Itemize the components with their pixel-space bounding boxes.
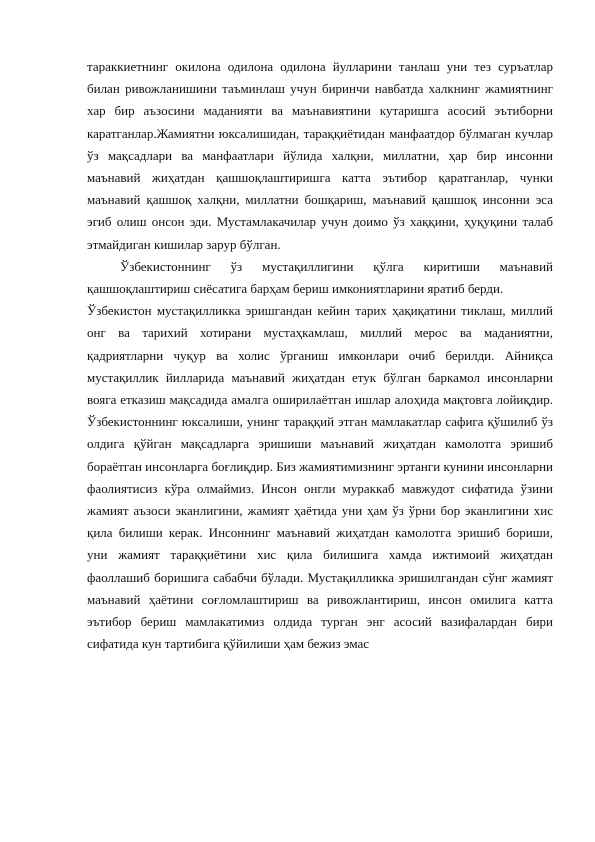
- paragraph-independence: Ўзбекистоннинг ўз мустақиллигини қўлга киритиши маънавий қашшоқлаштириш сиёсатига барҳам бериш имкониятларини яратиб берди.: [87, 258, 553, 297]
- document-page: [87, 56, 553, 655]
- paragraph-intro: тараккиетнинг окилона одилона одилона йулларини танлаш уни тез суръатлар билан ривожланишини таъминлаш учун биринчи навбатда халкнинг жамиятнинг хар бир аъзосини маданияти ва маънавиятини кутаришга асосий эътиборни каратганлар.Жамиятни юксалишидан, тараққиётидан манфаатдор бўлмаган кучлар ўз мақсадлари ва манфаатлари йўлида халқни, миллатни, ҳар бир инсонни маънавий жиҳатдан қашшоқлаштиришга катта эътибор қаратганлар, чунки маънавий қашшоқ халқни, миллатни бошқариш, маънавий қашшоқ инсонни эса эгиб олиш онсон эди. Мустамлакачилар учун доимо ўз хаққини, ҳуқуқини талаб этмайдиган кишилар зарур бўлган.: [87, 59, 553, 252]
- paragraph-after-independence: Ўзбекистон мустақилликка эришгандан кейин тарих ҳақиқатини тиклаш, миллий онг ва тарихий хотирани мустаҳкамлаш, миллий мерос ва маданиятни, қадриятларни чуқур ва холис ўрганиш имконлари очиб берилди. Айниқса мустақиллик йилларида маънавий жиҳатдан етук бўлган баркамол инсонларни вояга етказиш мақсадида амалга оширилаётган ишлар алоҳида мақтовга лойиқдир. Ўзбекистоннинг юксалиши, унинг тараққий этган мамлакатлар сафига қўшилиб ўз олдига қўйган мақсадларга эришиши маънавий жиҳатдан камолотга эришиб бораётган инсонларга боғлиқдир. Биз жамиятимизнинг эртанги кунини инсонларни фаолиятисиз кўра олмаймиз. Инсон онгли мураккаб мавжудот сифатида ўзини жамият аъзоси эканлигини, жамият ҳаётида уни ҳам ўз ўрни бор эканлигини хис қила билиши керак. Инсоннинг маънавий жиҳатдан камолотга эришиб бориши, уни жамият тараққиётини хис қила билишига хамда ижтимоий жиҳатдан фаоллашиб боришига сабабчи бўлади. Мустақилликка эришилгандан сўнг жамият маънавий ҳаётини соғломлаштириш ва ривожлантириш, инсон омилига катта эътибор бериш мамлакатимиз олдида турган энг асосий вазифалардан бири сифатида кун тартибига қўйилиши ҳам бежиз эмас: [87, 303, 553, 652]
